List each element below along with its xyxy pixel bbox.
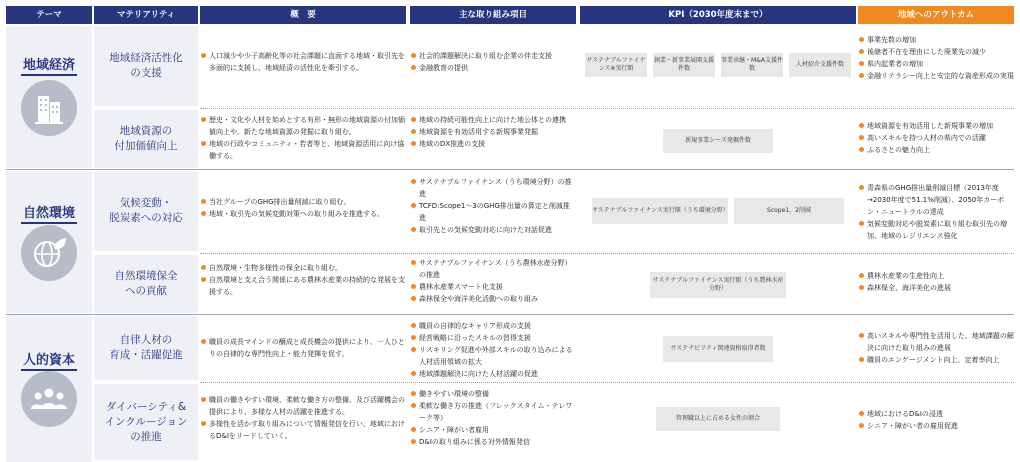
list-item: 気候変動対応や脱炭素に取り組む取引先の増加、地域のレジリエンス強化	[858, 218, 1014, 242]
row-divider	[200, 382, 1014, 383]
materiality-nature-conservation: 自然環境保全 への貢献	[94, 255, 198, 313]
kpi-box: 新規事業シーズ発掘件数	[663, 129, 773, 153]
outcome-row-6	[858, 408, 1014, 432]
kpi-box: サステナビリティ関連資格取得者数	[663, 336, 773, 362]
list-item: 金融リテラシー向上と安定的な資産形成の実現	[858, 70, 1014, 82]
list-item: 青森県のGHG排出量削減目標（2013年度→2030年度で51.1%削減）、2050年カーボン・ニュートラルの達成	[858, 182, 1014, 218]
list-item: 地域資源を有効活用する新規事業発掘	[410, 126, 576, 138]
initiatives-row-6	[410, 388, 576, 448]
theme-title-economy: 地域経済	[6, 54, 92, 73]
list-item: 働きやすい環境の整備	[410, 388, 576, 400]
kpi-box: サステナブルファイナンス実行額（うち農林水産分野）	[650, 272, 786, 298]
theme-title-environment: 自然環境	[6, 202, 92, 221]
list-item: 取引先との気候変動対応に向けた対話促進	[410, 224, 576, 236]
list-item: 後継者不在を理由にした廃業先の減少	[858, 46, 1014, 58]
kpi-box: 人材紹介支援件数	[789, 53, 851, 77]
list-item: 高いスキルを持つ人材の県内での活躍	[858, 132, 1014, 144]
overview-row-3	[200, 196, 406, 220]
initiatives-row-4	[410, 257, 576, 305]
list-item: 社会的課題解決に取り組む企業の伴走支援	[410, 50, 576, 62]
kpi-box: サステナブルファイナンス実行額（うち環境分野）	[592, 198, 728, 224]
list-item: 職員の成長マインドの醸成と成長機会の提供により、一人ひとりの自律的な専門性向上・能力発揮を促す。	[200, 336, 406, 360]
kpi-row-4	[580, 270, 856, 300]
initiatives-row-5	[410, 320, 576, 380]
overview-row-6	[200, 394, 406, 442]
list-item: 柔軟な働き方の推進（フレックスタイム・テレワーク等）	[410, 400, 576, 424]
outcome-row-4	[858, 270, 1014, 294]
list-item: 自然環境と支え合う関係にある農林水産業の持続的な発展を支援する。	[200, 274, 406, 298]
list-item: ふるさとの魅力向上	[858, 144, 1014, 156]
initiatives-row-1	[410, 50, 576, 74]
header-initiatives: 主な取り組み項目	[410, 6, 576, 24]
list-item: 職員の自律的なキャリア形成の支援	[410, 320, 576, 332]
globe-leaf-icon	[21, 225, 77, 281]
list-item: D&Iの取り組みに係る対外情報発信	[410, 436, 576, 448]
theme-title-human: 人的資本	[6, 349, 92, 368]
list-item: 地域課題解決に向けた人材活躍の促進	[410, 368, 576, 380]
outcome-row-3	[858, 182, 1014, 242]
list-item: 森林保全、海洋美化の進展	[858, 282, 1014, 294]
list-item: 地域・取引先の気候変動対策への取り組みを推進する。	[200, 208, 406, 220]
list-item: サステナブルファイナンス（うち農林水産分野）の推進	[410, 257, 576, 281]
overview-row-5	[200, 336, 406, 360]
theme-divider	[6, 314, 1014, 315]
materiality-autonomous-talent: 自律人材の 育成・活躍促進	[94, 316, 198, 380]
list-item: 地域の行政やコミュニティ・若者等と、地域資源活用に向け協働する。	[200, 138, 406, 162]
header-outcome: 地域へのアウトカム	[858, 6, 1014, 24]
kpi-box: Scope1，2削減	[734, 198, 844, 224]
buildings-icon	[21, 80, 77, 136]
list-item: 歴史・文化や人材を始めとする有形・無形の地域資源の付加価値向上や、新たな地域資源の発掘に取り組む。	[200, 114, 406, 138]
theme-divider	[6, 169, 1014, 170]
list-item: 職員の働きやすい環境、柔軟な働き方の整備、及び活躍機会の提供により、多様な人材の活躍を推進する。	[200, 394, 406, 418]
outcome-row-5	[858, 330, 1014, 366]
list-item: 農林水産業スマート化支援	[410, 281, 576, 293]
outcome-row-1	[858, 34, 1014, 82]
list-item: 金融教育の提供	[410, 62, 576, 74]
people-group-icon	[21, 371, 77, 427]
overview-row-4	[200, 262, 406, 298]
list-item: サステナブルファイナンス（うち環境分野）の推進	[410, 176, 576, 200]
overview-row-2	[200, 114, 406, 162]
list-item: 高いスキルや専門性を活用した、地域課題の解決に向けた取り組みの進展	[858, 330, 1014, 354]
list-item: シニア・障がい者雇用	[410, 424, 576, 436]
initiatives-row-3	[410, 176, 576, 236]
list-item: 職員のエンゲージメント向上、定着率向上	[858, 354, 1014, 366]
header-theme: テーマ	[6, 6, 92, 24]
kpi-row-3	[580, 196, 856, 226]
list-item: 当社グループのGHG排出量削減に取り組む。	[200, 196, 406, 208]
kpi-row-1	[580, 50, 856, 80]
overview-row-1	[200, 50, 406, 74]
header-overview: 概 要	[200, 6, 406, 24]
kpi-box: サステナブルファイナンス※実行額	[585, 53, 647, 77]
header-kpi: KPI（2030年度末まで）	[580, 6, 856, 24]
list-item: 経営戦略に沿ったスキルの習得支援	[410, 332, 576, 344]
list-item: 多様性を活かす取り組みについて情報発信を行い、地域におけるD&Iをリードしていく。	[200, 418, 406, 442]
kpi-box: 管理職以上に占める女性の割合	[656, 407, 780, 431]
kpi-box: 創業・新事業展開支援件数	[653, 53, 715, 77]
row-divider	[200, 108, 1014, 109]
list-item: 県内起業者の増加	[858, 58, 1014, 70]
list-item: 人口減少や少子高齢化等の社会課題に直面する地域・取引先を多面的に支援し、地域経済の活性化を牽引する。	[200, 50, 406, 74]
list-item: 地域の持続可能性向上に向けた地公体との連携	[410, 114, 576, 126]
row-divider	[200, 253, 1014, 254]
outcome-row-2	[858, 120, 1014, 156]
header-materiality: マテリアリティ	[94, 6, 198, 24]
kpi-row-2	[580, 126, 856, 156]
list-item: リスキリング促進や外部スキルの取り込みによる人材活用領域の拡大	[410, 344, 576, 368]
list-item: 農林水産業の生産性向上	[858, 270, 1014, 282]
list-item: シニア・障がい者の雇用促進	[858, 420, 1014, 432]
kpi-row-5	[580, 334, 856, 364]
list-item: 地域のDX推進の支援	[410, 138, 576, 150]
kpi-box: 事業承継・M&A支援件数	[721, 53, 783, 77]
list-item: 地域におけるD&Iの浸透	[858, 408, 1014, 420]
list-item: 自然環境・生物多様性の保全に取り組む。	[200, 262, 406, 274]
initiatives-row-2	[410, 114, 576, 150]
list-item: 事業先数の増加	[858, 34, 1014, 46]
materiality-diversity-inclusion: ダイバーシティ& インクルージョン の推進	[94, 384, 198, 460]
materiality-climate-change: 気候変動・ 脱炭素への対応	[94, 171, 198, 251]
materiality-economic-revitalization: 地域経済活性化 の支援	[94, 26, 198, 106]
list-item: TCFD:Scope1～3のGHG排出量の算定と削減推進	[410, 200, 576, 224]
list-item: 地域資源を有効活用した新規事業の増加	[858, 120, 1014, 132]
kpi-row-6	[580, 404, 856, 434]
materiality-regional-resources: 地域資源の 付加価値向上	[94, 110, 198, 168]
list-item: 森林保全や海洋美化活動への取り組み	[410, 293, 576, 305]
